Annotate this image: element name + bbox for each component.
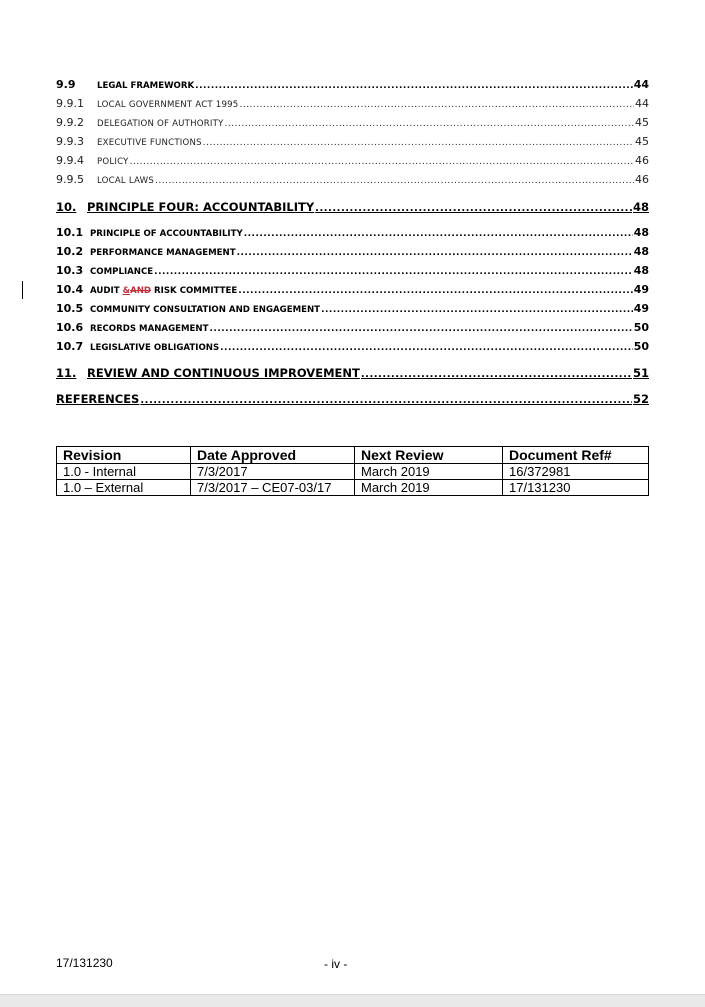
toc-entry-9-9[interactable] [56,78,649,97]
footer-document-ref: 17/131230 [56,956,113,970]
toc-leader [315,203,632,214]
toc-leader [244,229,633,239]
toc-heading-10[interactable] [56,200,649,220]
toc-leader [220,343,633,353]
toc-page: 52 [632,392,649,406]
toc-leader [209,324,632,334]
toc-title: PERFORMANCE MANAGEMENT [90,248,236,258]
toc-title [90,286,237,296]
toc-page: 50 [633,340,649,353]
tracked-insertion: & [122,286,131,296]
revision-table [56,446,649,496]
toc-page: 48 [633,245,649,258]
toc-entry-10-7[interactable] [56,340,649,359]
toc-page: 44 [635,97,649,110]
toc-leader [140,395,632,406]
toc-number: 10.4 [56,283,84,296]
toc-leader [203,138,634,148]
toc-title-part: RISK COMMITTEE [151,286,238,296]
table-cell: 1.0 – External [57,480,191,496]
toc-title: RECORDS MANAGEMENT [90,324,209,334]
toc-title: LOCAL LAWS [97,176,154,186]
table-row [57,464,649,480]
column-header: Document Ref# [503,447,649,464]
toc-entry-9-9-2[interactable] [56,116,649,135]
toc-title: LEGISLATIVE OBLIGATIONS [90,343,220,353]
revision-table-header [57,447,649,464]
toc-page: 46 [635,154,649,167]
toc-title: REFERENCES [56,392,140,406]
toc-entry-10-4[interactable] [56,283,649,302]
toc-entry-10-5[interactable] [56,302,649,321]
toc-leader [130,157,634,167]
toc-leader [237,248,633,258]
toc-heading-11[interactable] [56,366,649,386]
toc-page: 46 [635,173,649,186]
column-header: Date Approved [191,447,355,464]
toc-number: 10. [56,200,77,214]
toc-page: 48 [633,264,649,277]
toc-entry-9-9-1[interactable] [56,97,649,116]
table-row [57,480,649,496]
toc-title: COMPLIANCE [90,267,154,277]
toc-number: 9.9.1 [56,97,84,110]
toc-page: 49 [633,302,649,315]
revision-change-bar [22,281,23,299]
toc-number: 10.2 [56,245,84,258]
toc-number: 9.9.5 [56,173,84,186]
toc-title: REVIEW AND CONTINUOUS IMPROVEMENT [87,366,360,380]
toc-page: 48 [633,226,649,239]
toc-leader [239,100,634,110]
toc-leader [195,81,633,91]
table-cell: 16/372981 [503,464,649,480]
toc-leader [321,305,633,315]
table-cell: March 2019 [355,464,503,480]
toc-entry-9-9-3[interactable] [56,135,649,154]
toc-number: 9.9 [56,78,76,91]
toc-page: 49 [633,283,649,296]
toc-entry-10-6[interactable] [56,321,649,340]
toc-page: 48 [632,200,649,214]
toc-number: 10.5 [56,302,84,315]
toc-entry-10-3[interactable] [56,264,649,283]
toc-entry-10-2[interactable] [56,245,649,264]
toc-leader [155,176,634,186]
toc-page: 50 [633,321,649,334]
toc-number: 9.9.4 [56,154,84,167]
toc-number: 9.9.3 [56,135,84,148]
toc-leader [154,267,633,277]
toc-title: PRINCIPLE OF ACCOUNTABILITY [90,229,243,239]
table-cell: 1.0 - Internal [57,464,191,480]
toc-entry-9-9-5[interactable] [56,173,649,192]
toc-entry-9-9-4[interactable] [56,154,649,173]
toc-page: 45 [635,116,649,129]
toc-page: 45 [635,135,649,148]
toc-title: LEGAL FRAMEWORK [97,81,195,91]
footer-page-number: - iv - [324,957,348,971]
toc-page: 44 [633,78,649,91]
toc-number: 10.1 [56,226,84,239]
toc-page: 51 [632,366,649,380]
toc-leader [238,286,632,296]
toc-number: 10.6 [56,321,84,334]
toc-leader [225,119,634,129]
toc-title: POLICY [97,157,129,167]
table-cell: March 2019 [355,480,503,496]
toc-title: COMMUNITY CONSULTATION AND ENGAGEMENT [90,305,321,315]
toc-title: LOCAL GOVERNMENT ACT 1995 [97,100,239,110]
toc-number: 9.9.2 [56,116,84,129]
toc-title-part: AUDIT [90,286,123,296]
page-bottom-edge [0,994,705,1007]
column-header: Next Review [355,447,503,464]
toc-number: 10.7 [56,340,84,353]
table-cell: 17/131230 [503,480,649,496]
toc-entry-10-1[interactable] [56,226,649,245]
toc-leader [361,369,632,380]
table-of-contents [56,78,649,412]
column-header: Revision [57,447,191,464]
table-cell: 7/3/2017 [191,464,355,480]
toc-number: 11. [56,366,77,380]
toc-title: DELEGATION OF AUTHORITY [97,119,224,129]
tracked-deletion: AND [130,286,152,296]
table-cell: 7/3/2017 – CE07-03/17 [191,480,355,496]
toc-references[interactable] [56,392,649,412]
toc-title: EXECUTIVE FUNCTIONS [97,138,202,148]
toc-title: PRINCIPLE FOUR: ACCOUNTABILITY [87,200,315,214]
toc-number: 10.3 [56,264,84,277]
